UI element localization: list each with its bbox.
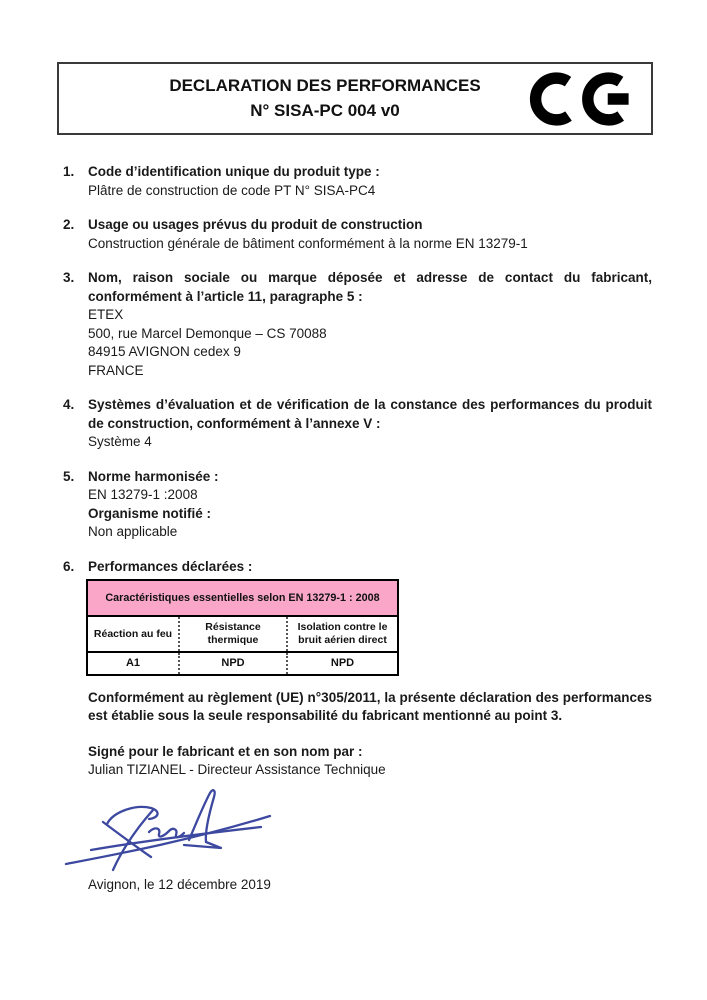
performance-table	[86, 579, 399, 676]
table-value-row	[87, 652, 398, 675]
document-title-block	[59, 74, 525, 123]
table-title-row	[87, 580, 398, 616]
section-number: 4.	[63, 397, 75, 412]
section-5	[63, 468, 652, 542]
value-reaction-feu: A1	[125, 657, 141, 669]
section-number: 6.	[63, 558, 75, 574]
manufacturer-name: ETEX	[88, 307, 124, 322]
section-number: 2.	[63, 217, 75, 232]
conformity-statement: Conformément au règlement (UE) n°305/2011, la présente déclaration des performances est établie sous la seule responsabilité du fabricant mentionné au point 3.	[88, 689, 652, 723]
section-number: 3.	[63, 270, 75, 285]
section-4	[63, 396, 652, 452]
section-heading: Systèmes d’évaluation et de vérification de la constance des performances du produit de construction, conformément à l’annexe V :	[88, 397, 652, 431]
column-header-reaction-feu: Réaction au feu	[87, 616, 179, 652]
document-number: N° SISA-PC 004 v0	[250, 100, 400, 120]
document-footer	[88, 689, 652, 895]
column-header-isolation-bruit: Isolation contre le bruit aérien direct	[287, 616, 398, 652]
numbered-sections	[63, 163, 652, 676]
section-heading: Code d’identification unique du produit type :	[88, 164, 380, 179]
harmonised-standard: EN 13279-1 :2008	[88, 487, 198, 502]
section-1	[63, 163, 652, 200]
section-text: Système 4	[88, 434, 152, 449]
handwritten-signature	[62, 786, 652, 874]
section-heading: Performances déclarées :	[88, 558, 253, 574]
section-text: Construction générale de bâtiment conformément à la norme EN 13279-1	[88, 235, 528, 251]
manufacturer-street: 500, rue Marcel Demonque – CS 70088	[88, 325, 327, 341]
section-heading: Usage ou usages prévus du produit de construction	[88, 217, 423, 232]
signatory-name: Julian TIZIANEL - Directeur Assistance Technique	[88, 762, 386, 777]
notified-body-text: Non applicable	[88, 524, 178, 539]
document-title: DECLARATION DES PERFORMANCES	[169, 75, 481, 95]
section-heading: Norme harmonisée :	[88, 468, 219, 484]
manufacturer-city: 84915 AVIGNON cedex 9	[88, 344, 241, 359]
section-number: 5.	[63, 468, 75, 484]
place-and-date: Avignon, le 12 décembre 2019	[88, 876, 271, 892]
ce-mark-icon	[525, 68, 643, 130]
column-header-resistance-thermique: Résistance thermique	[179, 616, 287, 652]
manufacturer-country: FRANCE	[88, 362, 144, 378]
section-heading: Nom, raison sociale ou marque déposée et adresse de contact du fabricant, conformément à l’article 11, paragraphe 5 :	[88, 270, 652, 304]
document-header	[57, 62, 653, 135]
table-header-row	[87, 616, 398, 652]
section-2	[63, 216, 652, 253]
section-text: Plâtre de construction de code PT N° SISA-PC4	[88, 182, 376, 198]
notified-body-heading: Organisme notifié :	[88, 505, 212, 521]
value-isolation-bruit: NPD	[287, 652, 398, 675]
section-3	[63, 269, 652, 380]
section-number: 1.	[63, 164, 75, 179]
signed-label: Signé pour le fabricant et en son nom par :	[88, 743, 363, 759]
table-title: Caractéristiques essentielles selon EN 13279-1 : 2008	[87, 580, 398, 616]
value-resistance-thermique: NPD	[179, 652, 287, 675]
section-6	[63, 558, 652, 676]
